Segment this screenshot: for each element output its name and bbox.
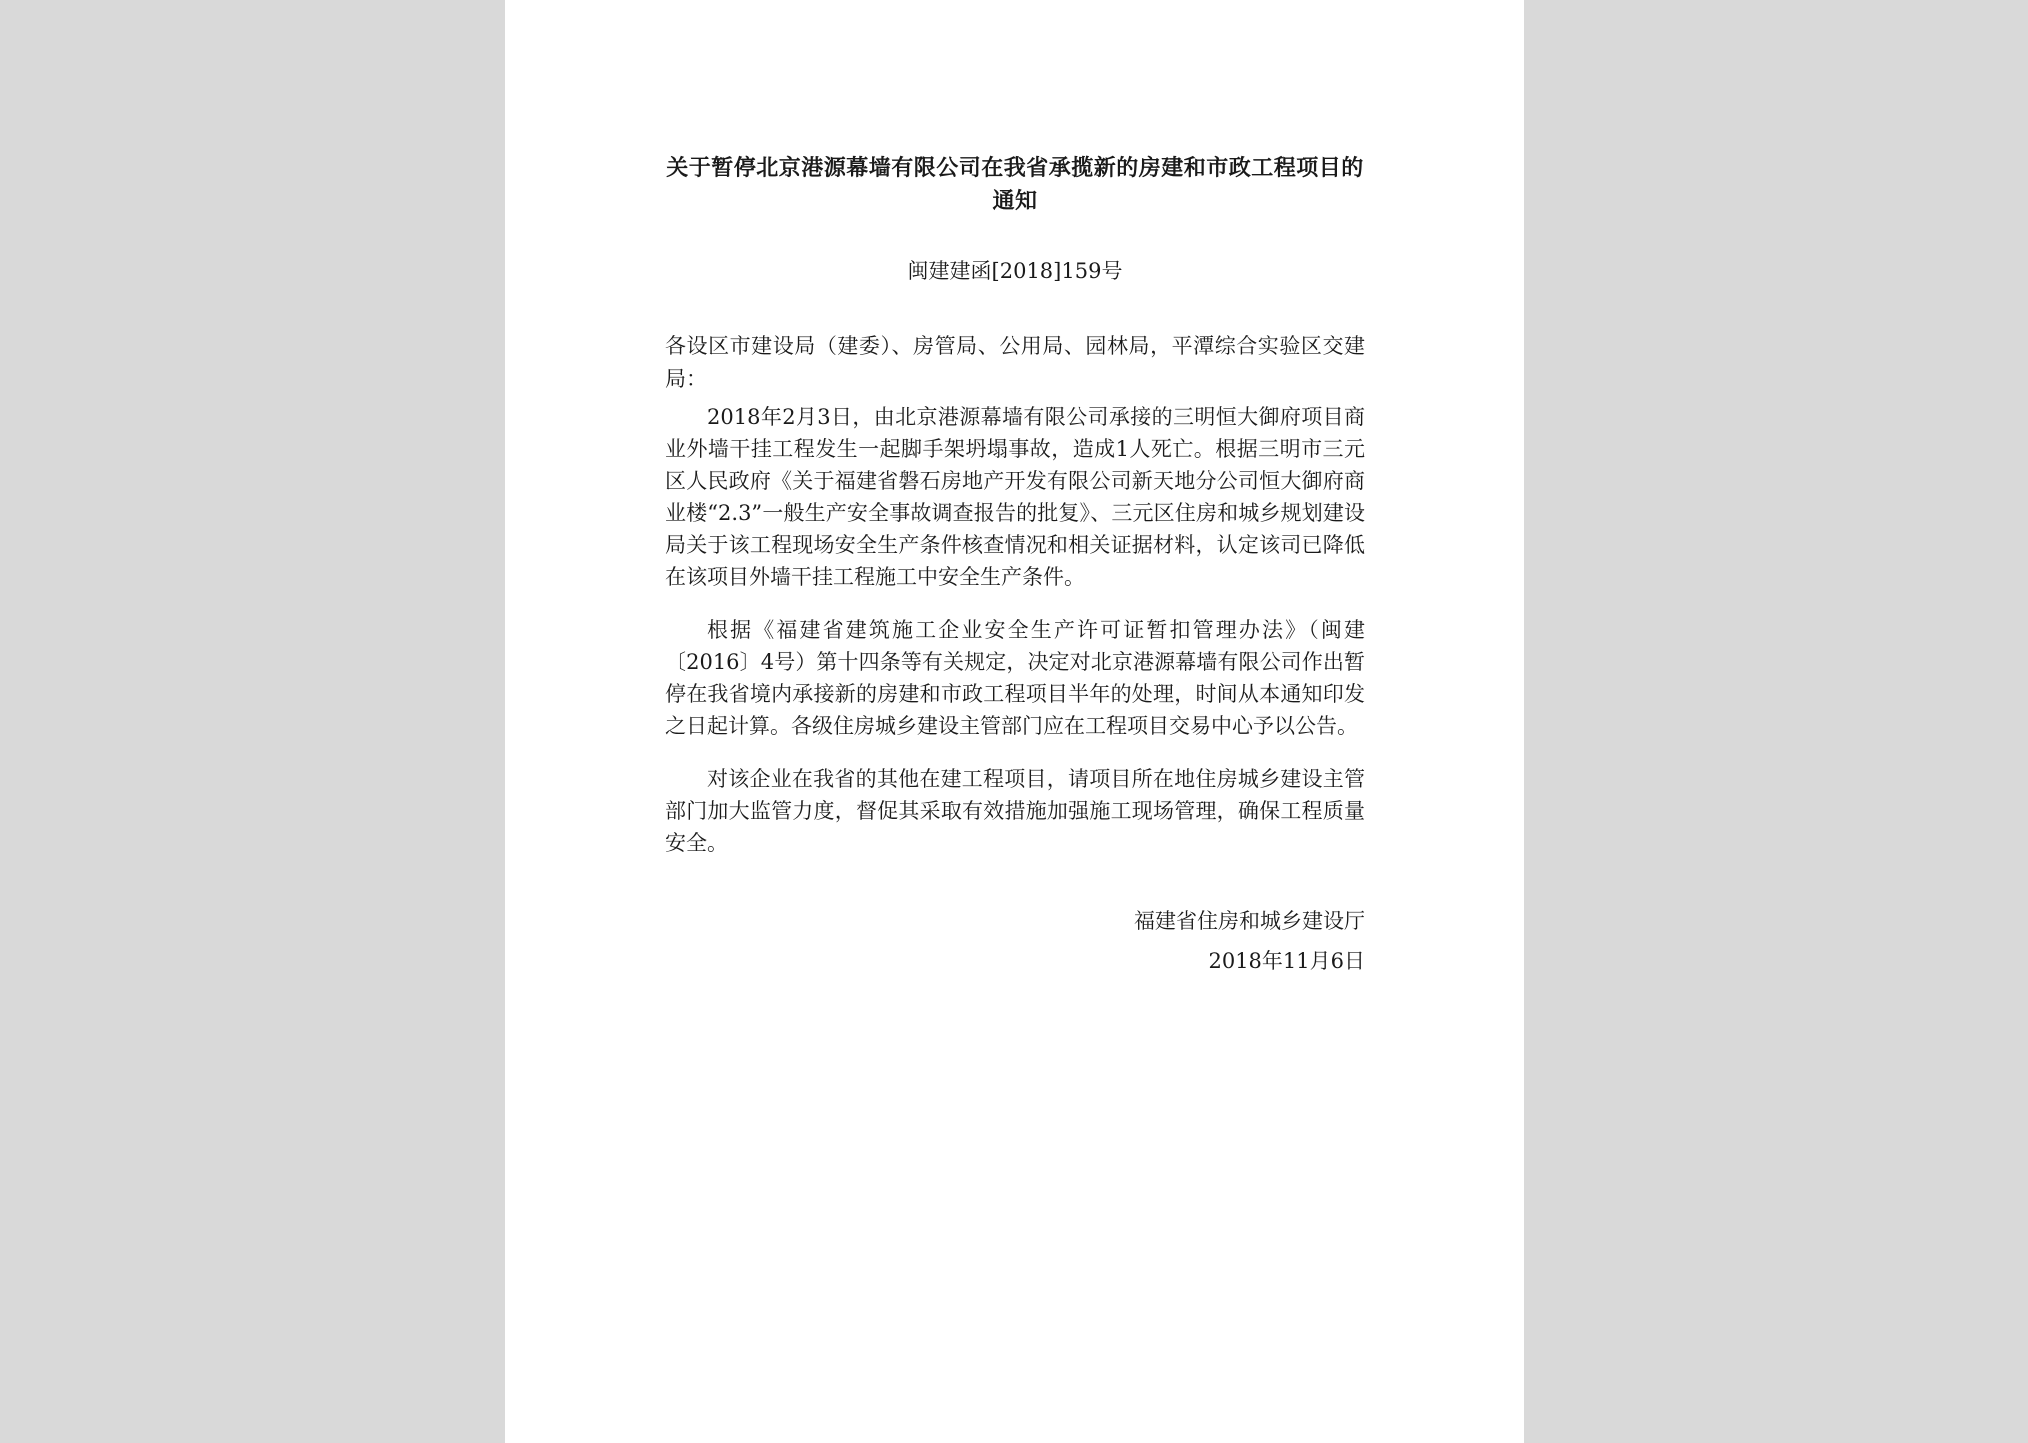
issue-date: 2018年11月6日 — [1208, 949, 1365, 973]
paragraph-decision: 根据《福建省建筑施工企业安全生产许可证暂扣管理办法》（闽建〔2016〕4号）第十四条等有关规定，决定对北京港源幕墙有限公司作出暂停在我省境内承接新的房建和市政工程项目半年的处理，时间从本通知印发之日起计算。各级住房城乡建设主管部门应在工程项目交易中心予以公告。 — [665, 618, 1365, 738]
document-page — [505, 0, 1524, 1443]
signature-block — [665, 901, 1365, 981]
issuer-name: 福建省住房和城乡建设厅 — [1134, 909, 1365, 933]
document-body — [665, 152, 1365, 981]
document-title: 关于暂停北京港源幕墙有限公司在我省承揽新的房建和市政工程项目的通知 — [666, 156, 1364, 214]
document-number: 闽建建函[2018]159号 — [907, 259, 1123, 283]
paragraph-supervision: 对该企业在我省的其他在建工程项目，请项目所在地住房城乡建设主管部门加大监管力度，督促其采取有效措施加强施工现场管理，确保工程质量安全。 — [665, 767, 1365, 855]
paragraph-accident: 2018年2月3日，由北京港源幕墙有限公司承接的三明恒大御府项目商业外墙干挂工程发生一起脚手架坍塌事故，造成1人死亡。根据三明市三元区人民政府《关于福建省磐石房地产开发有限公司新天地分公司恒大御府商业楼“2.3”一般生产安全事故调查报告的批复》、三元区住房和城乡规划建设局关于该工程现场安全生产条件核查情况和相关证据材料，认定该司已降低在该项目外墙干挂工程施工中安全生产条件。 — [665, 405, 1365, 589]
salutation: 各设区市建设局（建委）、房管局、公用局、园林局，平潭综合实验区交建局： — [665, 334, 1365, 391]
